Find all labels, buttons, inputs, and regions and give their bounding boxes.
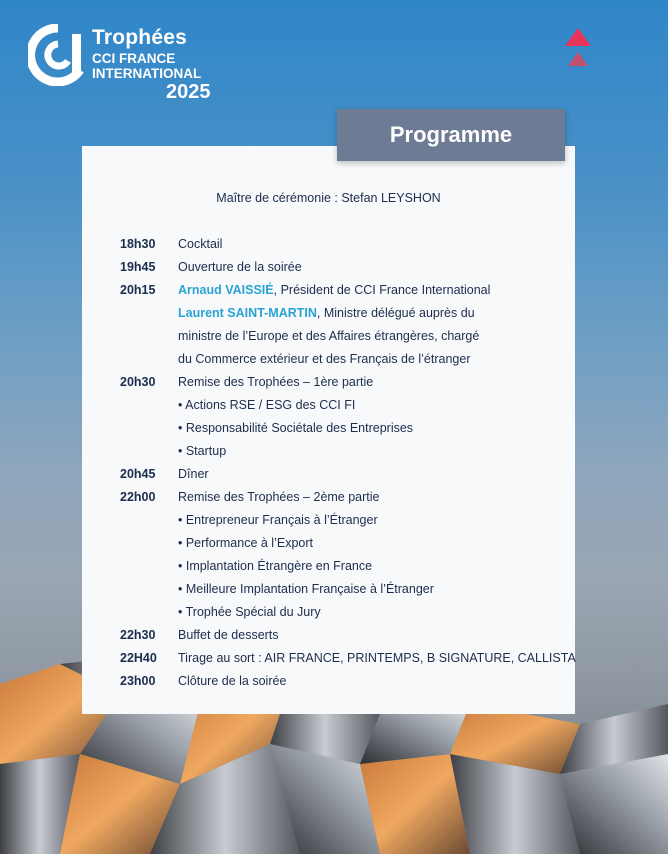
schedule-text bbox=[178, 237, 222, 251]
schedule-time: 20h15 bbox=[120, 283, 156, 297]
schedule-description: • Actions RSE / ESG des CCI FI bbox=[178, 398, 356, 412]
schedule-text bbox=[178, 260, 302, 274]
schedule-row bbox=[82, 233, 575, 256]
schedule-time: 22h30 bbox=[120, 628, 156, 642]
programme-title: Programme bbox=[337, 109, 565, 161]
schedule-description: Cocktail bbox=[178, 237, 223, 251]
schedule-description: • Meilleure Implantation Française à l’Étranger bbox=[178, 582, 434, 596]
schedule-text bbox=[178, 329, 479, 343]
schedule-description: Ouverture de la soirée bbox=[178, 260, 302, 274]
schedule-text bbox=[178, 283, 490, 297]
schedule-row bbox=[82, 578, 575, 601]
schedule-description: • Performance à l’Export bbox=[178, 536, 313, 550]
trophees-logo bbox=[28, 24, 228, 104]
schedule-time: 23h00 bbox=[120, 674, 156, 688]
schedule-row bbox=[82, 555, 575, 578]
schedule-text bbox=[178, 467, 209, 481]
schedule-description: du Commerce extérieur et des Français de l’étranger bbox=[178, 352, 471, 366]
schedule-description: Tirage au sort : AIR FRANCE, PRINTEMPS, B SIGNATURE, CALLISTA bbox=[178, 651, 576, 665]
schedule-description: Remise des Trophées – 1ère partie bbox=[178, 375, 374, 389]
schedule-text bbox=[178, 490, 380, 504]
master-of-ceremonies: Maître de cérémonie : Stefan LEYSHON bbox=[216, 191, 441, 205]
schedule-text bbox=[178, 444, 226, 458]
schedule-description: ministre de l’Europe et des Affaires étrangères, chargé bbox=[178, 329, 480, 343]
schedule-text bbox=[178, 605, 321, 619]
speaker-name: Arnaud VAISSIÉ bbox=[178, 283, 274, 297]
schedule-row bbox=[82, 394, 575, 417]
schedule-description: • Entrepreneur Français à l’Étranger bbox=[178, 513, 378, 527]
schedule-time: 22h00 bbox=[120, 490, 156, 504]
schedule-row bbox=[82, 532, 575, 555]
schedule-row bbox=[82, 647, 575, 670]
schedule-row bbox=[82, 624, 575, 647]
schedule-description: Buffet de desserts bbox=[178, 628, 279, 642]
schedule-text bbox=[178, 352, 471, 366]
schedule-row bbox=[82, 601, 575, 624]
cci-ring-icon bbox=[28, 24, 88, 86]
schedule-time: 22H40 bbox=[120, 651, 157, 665]
schedule-description: • Trophée Spécial du Jury bbox=[178, 605, 321, 619]
schedule-text bbox=[178, 513, 378, 527]
schedule-text bbox=[178, 421, 413, 435]
logo-year: 2025 bbox=[166, 81, 211, 103]
schedule-text bbox=[178, 651, 576, 665]
schedule-row bbox=[82, 486, 575, 509]
schedule-text bbox=[178, 536, 313, 550]
schedule-row bbox=[82, 256, 575, 279]
schedule-description: • Startup bbox=[178, 444, 227, 458]
schedule-description: Dîner bbox=[178, 467, 209, 481]
schedule-row bbox=[82, 440, 575, 463]
schedule-text bbox=[178, 398, 355, 412]
schedule-list bbox=[82, 233, 575, 693]
schedule-row bbox=[82, 670, 575, 693]
schedule-text bbox=[178, 674, 286, 688]
schedule-row bbox=[82, 417, 575, 440]
schedule-time: 20h45 bbox=[120, 467, 156, 481]
schedule-description: Remise des Trophées – 2ème partie bbox=[178, 490, 380, 504]
schedule-text bbox=[178, 375, 373, 389]
schedule-description: • Responsabilité Sociétale des Entreprises bbox=[178, 421, 414, 435]
schedule-time: 18h30 bbox=[120, 237, 156, 251]
logo-line-trophees: Trophées bbox=[92, 26, 187, 49]
schedule-time: 19h45 bbox=[120, 260, 156, 274]
schedule-description: • Implantation Étrangère en France bbox=[178, 559, 373, 573]
logo-line-cci-france: CCI FRANCE bbox=[92, 51, 176, 66]
speaker-name: Laurent SAINT-MARTIN bbox=[178, 306, 317, 320]
schedule-text bbox=[178, 628, 279, 642]
schedule-description: , Président de CCI France International bbox=[273, 283, 491, 297]
schedule-row bbox=[82, 463, 575, 486]
schedule-row bbox=[82, 348, 575, 371]
schedule-row bbox=[82, 302, 575, 325]
schedule-row bbox=[82, 325, 575, 348]
schedule-description: Clôture de la soirée bbox=[178, 674, 287, 688]
programme-card bbox=[82, 146, 575, 714]
logo-line-international: INTERNATIONAL bbox=[92, 66, 202, 81]
schedule-text bbox=[178, 306, 475, 320]
schedule-text bbox=[178, 559, 372, 573]
schedule-description: , Ministre délégué auprès du bbox=[316, 306, 475, 320]
schedule-row bbox=[82, 279, 575, 302]
schedule-text bbox=[178, 582, 434, 596]
triangle-decoration-icon bbox=[565, 28, 591, 68]
schedule-row bbox=[82, 509, 575, 532]
schedule-time: 20h30 bbox=[120, 375, 156, 389]
schedule-row bbox=[82, 371, 575, 394]
